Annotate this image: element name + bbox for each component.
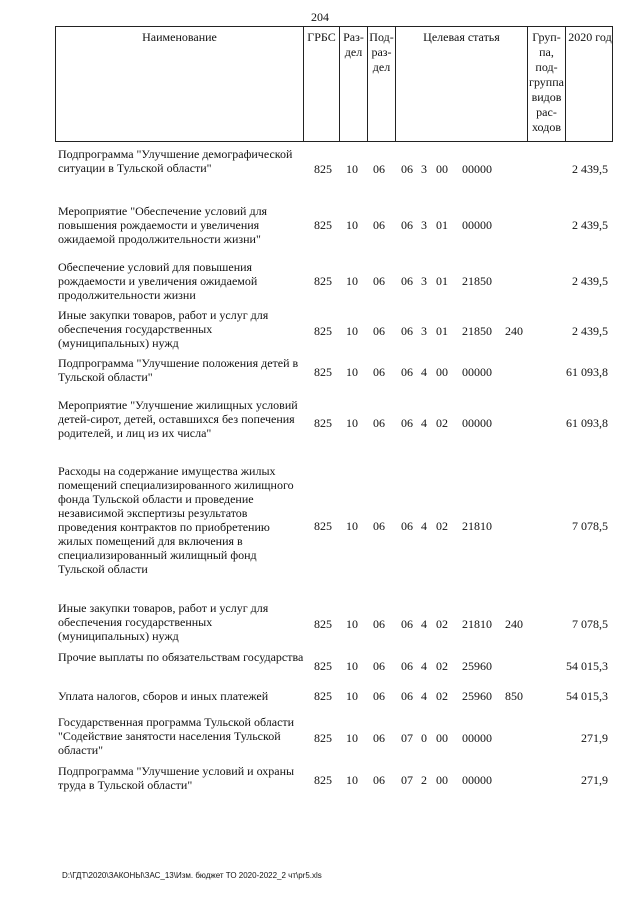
row-sum: 2 439,5 <box>572 274 608 288</box>
row-target-2: 3 <box>421 324 427 338</box>
row-podrazdel: 06 <box>373 162 385 176</box>
row-sum: 61 093,8 <box>566 365 608 379</box>
row-target-4: 00000 <box>462 218 492 232</box>
row-target-1: 06 <box>401 416 413 430</box>
row-target-3: 00 <box>436 162 448 176</box>
row-target-4: 21810 <box>462 519 492 533</box>
header-razdel: Раз- дел <box>340 27 368 141</box>
row-vid: 850 <box>505 689 523 703</box>
row-target-2: 2 <box>421 773 427 787</box>
row-target-3: 02 <box>436 689 448 703</box>
row-razdel: 10 <box>346 324 358 338</box>
row-target-1: 06 <box>401 274 413 288</box>
row-name: Государственная программа Тульской области "Содействие занятости населения Тульской области" <box>58 715 295 757</box>
row-grbs: 825 <box>314 617 332 631</box>
row-target-4: 25960 <box>462 659 492 673</box>
row-target-1: 06 <box>401 617 413 631</box>
row-name: Подпрограмма "Улучшение демографической ситуации в Тульской области" <box>58 147 293 175</box>
row-target-3: 01 <box>436 274 448 288</box>
row-sum: 7 078,5 <box>572 617 608 631</box>
row-razdel: 10 <box>346 416 358 430</box>
row-podrazdel: 06 <box>373 218 385 232</box>
row-sum: 2 439,5 <box>572 162 608 176</box>
row-podrazdel: 06 <box>373 519 385 533</box>
header-vid: Груп- па, под- группа видов рас- ходов <box>528 27 566 141</box>
row-target-3: 02 <box>436 617 448 631</box>
row-sum: 54 015,3 <box>566 689 608 703</box>
row-target-1: 07 <box>401 731 413 745</box>
row-podrazdel: 06 <box>373 773 385 787</box>
row-name: Мероприятие "Улучшение жилищных условий детей-сирот, детей, оставшихся без попечения родителей, и лиц из их числа" <box>58 398 298 440</box>
row-razdel: 10 <box>346 162 358 176</box>
row-target-3: 00 <box>436 365 448 379</box>
row-grbs: 825 <box>314 689 332 703</box>
row-vid: 240 <box>505 324 523 338</box>
header-grbs: ГРБС <box>304 27 340 141</box>
row-target-3: 02 <box>436 519 448 533</box>
row-target-2: 4 <box>421 659 427 673</box>
row-razdel: 10 <box>346 617 358 631</box>
row-name: Расходы на содержание имущества жилых помещений специализированного жилищного фонда Тульской области и проведение независимой экспертизы результатов проведения контрактов по приобретению жилых помещений для включения в специализированный жилищный фонд Тульской области <box>58 464 294 576</box>
row-target-4: 00000 <box>462 416 492 430</box>
row-sum: 2 439,5 <box>572 324 608 338</box>
row-target-2: 4 <box>421 416 427 430</box>
row-podrazdel: 06 <box>373 659 385 673</box>
row-name: Обеспечение условий для повышения рождаемости и увеличения ожидаемой продолжительности жизни <box>58 260 258 302</box>
row-target-1: 06 <box>401 659 413 673</box>
row-sum: 7 078,5 <box>572 519 608 533</box>
row-name: Подпрограмма "Улучшение условий и охраны труда в Тульской области" <box>58 764 295 792</box>
row-name: Уплата налогов, сборов и иных платежей <box>58 689 269 703</box>
row-name: Прочие выплаты по обязательствам государства <box>58 650 304 664</box>
header-name: Наименование <box>56 27 304 141</box>
row-target-4: 21810 <box>462 617 492 631</box>
header-target: Целевая статья <box>396 27 528 141</box>
row-target-3: 02 <box>436 659 448 673</box>
row-sum: 271,9 <box>581 731 608 745</box>
row-name: Иные закупки товаров, работ и услуг для обеспечения государственных (муниципальных) нужд <box>58 601 269 643</box>
row-target-2: 4 <box>421 365 427 379</box>
row-grbs: 825 <box>314 773 332 787</box>
row-sum: 2 439,5 <box>572 218 608 232</box>
row-target-4: 00000 <box>462 773 492 787</box>
row-target-3: 01 <box>436 324 448 338</box>
row-podrazdel: 06 <box>373 731 385 745</box>
row-razdel: 10 <box>346 274 358 288</box>
row-podrazdel: 06 <box>373 416 385 430</box>
row-target-4: 21850 <box>462 274 492 288</box>
row-target-1: 06 <box>401 519 413 533</box>
row-grbs: 825 <box>314 731 332 745</box>
row-target-4: 25960 <box>462 689 492 703</box>
row-name: Иные закупки товаров, работ и услуг для обеспечения государственных (муниципальных) нужд <box>58 308 269 350</box>
row-target-3: 02 <box>436 416 448 430</box>
row-sum: 61 093,8 <box>566 416 608 430</box>
row-target-2: 4 <box>421 519 427 533</box>
row-name: Подпрограмма "Улучшение положения детей в Тульской области" <box>58 356 299 384</box>
header-year: 2020 год <box>568 30 612 44</box>
row-target-2: 4 <box>421 689 427 703</box>
row-target-4: 00000 <box>462 162 492 176</box>
row-target-1: 06 <box>401 689 413 703</box>
row-razdel: 10 <box>346 731 358 745</box>
row-razdel: 10 <box>346 773 358 787</box>
row-name: Мероприятие "Обеспечение условий для повышения рождаемости и увеличения ожидаемой продолжительности жизни" <box>58 204 268 246</box>
row-vid: 240 <box>505 617 523 631</box>
row-target-4: 00000 <box>462 731 492 745</box>
row-podrazdel: 06 <box>373 689 385 703</box>
row-target-2: 0 <box>421 731 427 745</box>
row-grbs: 825 <box>314 324 332 338</box>
header-podrazdel: Под- раз- дел <box>368 27 396 141</box>
row-grbs: 825 <box>314 218 332 232</box>
row-target-1: 06 <box>401 162 413 176</box>
row-target-3: 01 <box>436 218 448 232</box>
row-target-4: 00000 <box>462 365 492 379</box>
row-grbs: 825 <box>314 416 332 430</box>
row-target-3: 00 <box>436 773 448 787</box>
row-target-3: 00 <box>436 731 448 745</box>
row-podrazdel: 06 <box>373 324 385 338</box>
row-target-2: 3 <box>421 162 427 176</box>
row-podrazdel: 06 <box>373 365 385 379</box>
row-target-2: 4 <box>421 617 427 631</box>
file-path-footer: D:\ГДТ\2020\ЗАКОНЫ\ЗАС_13\Изм. бюджет ТО 2020-2022_2 чт\pr5.xls <box>62 871 322 880</box>
page-number: 204 <box>311 10 329 24</box>
row-grbs: 825 <box>314 162 332 176</box>
table-header <box>55 26 613 142</box>
row-target-1: 06 <box>401 324 413 338</box>
row-target-2: 3 <box>421 274 427 288</box>
row-grbs: 825 <box>314 659 332 673</box>
row-grbs: 825 <box>314 519 332 533</box>
row-grbs: 825 <box>314 365 332 379</box>
row-sum: 271,9 <box>581 773 608 787</box>
row-target-4: 21850 <box>462 324 492 338</box>
row-podrazdel: 06 <box>373 274 385 288</box>
row-razdel: 10 <box>346 519 358 533</box>
row-razdel: 10 <box>346 365 358 379</box>
row-target-2: 3 <box>421 218 427 232</box>
row-razdel: 10 <box>346 218 358 232</box>
row-target-1: 06 <box>401 218 413 232</box>
row-razdel: 10 <box>346 689 358 703</box>
row-sum: 54 015,3 <box>566 659 608 673</box>
row-target-1: 07 <box>401 773 413 787</box>
row-target-1: 06 <box>401 365 413 379</box>
row-grbs: 825 <box>314 274 332 288</box>
row-razdel: 10 <box>346 659 358 673</box>
row-podrazdel: 06 <box>373 617 385 631</box>
